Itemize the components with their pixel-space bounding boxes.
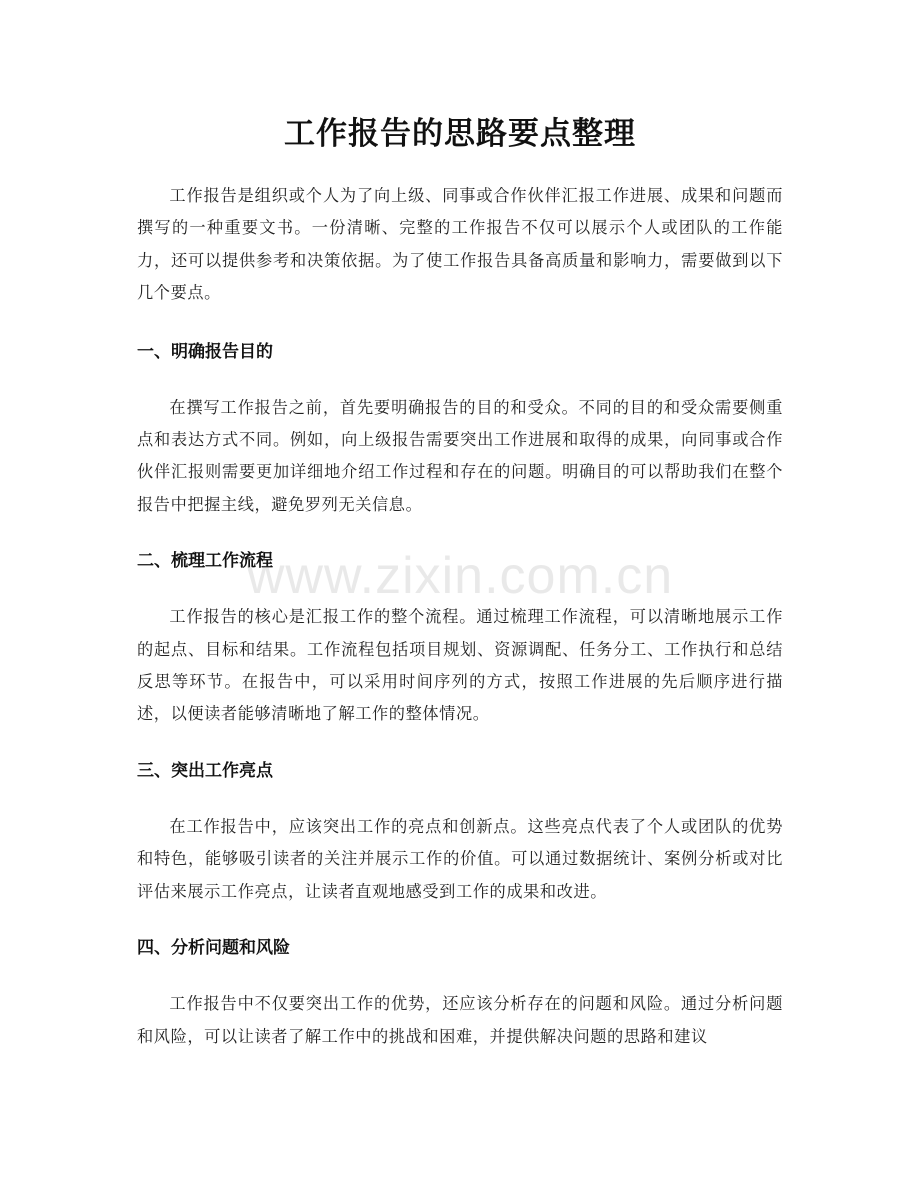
section-heading-risks: 四、分析问题和风险 (137, 938, 290, 959)
section-heading-highlights: 三、突出工作亮点 (137, 760, 273, 781)
page-title: 工作报告的思路要点整理 (284, 116, 636, 152)
watermark-text: www.zixin.com.cn (246, 547, 674, 605)
section-body-workflow: 工作报告的核心是汇报工作的整个流程。通过梳理工作流程，可以清晰地展示工作的起点、目标和结果。工作流程包括项目规划、资源调配、任务分工、工作执行和总结反思等环节。在报告中，可以采用时间序列的方式，按照工作进展的先后顺序进行描述，以便读者能够清晰地了解工作的整体情况。 (137, 607, 783, 724)
section-body-highlights: 在工作报告中，应该突出工作的亮点和创新点。这些亮点代表了个人或团队的优势和特色，能够吸引读者的关注并展示工作的价值。可以通过数据统计、案例分析或对比评估来展示工作亮点，让读者直观地感受到工作的成果和改进。 (137, 816, 783, 901)
section-heading-workflow: 二、梳理工作流程 (137, 551, 273, 572)
intro-paragraph: 工作报告是组织或个人为了向上级、同事或合作伙伴汇报工作进展、成果和问题而撰写的一种重要文书。一份清晰、完整的工作报告不仅可以展示个人或团队的工作能力，还可以提供参考和决策依据。为了使工作报告具备高质量和影响力，需要做到以下几个要点。 (137, 186, 783, 303)
section-body-risks: 工作报告中不仅要突出工作的优势，还应该分析存在的问题和风险。通过分析问题和风险，可以让读者了解工作中的挑战和困难，并提供解决问题的思路和建议 (137, 994, 783, 1046)
section-heading-purpose: 一、明确报告目的 (137, 341, 273, 362)
section-body-purpose: 在撰写工作报告之前，首先要明确报告的目的和受众。不同的目的和受众需要侧重点和表达方式不同。例如，向上级报告需要突出工作进展和取得的成果，向同事或合作伙伴汇报则需要更加详细地介绍工作过程和存在的问题。明确目的可以帮助我们在整个报告中把握主线，避免罗列无关信息。 (137, 397, 783, 514)
